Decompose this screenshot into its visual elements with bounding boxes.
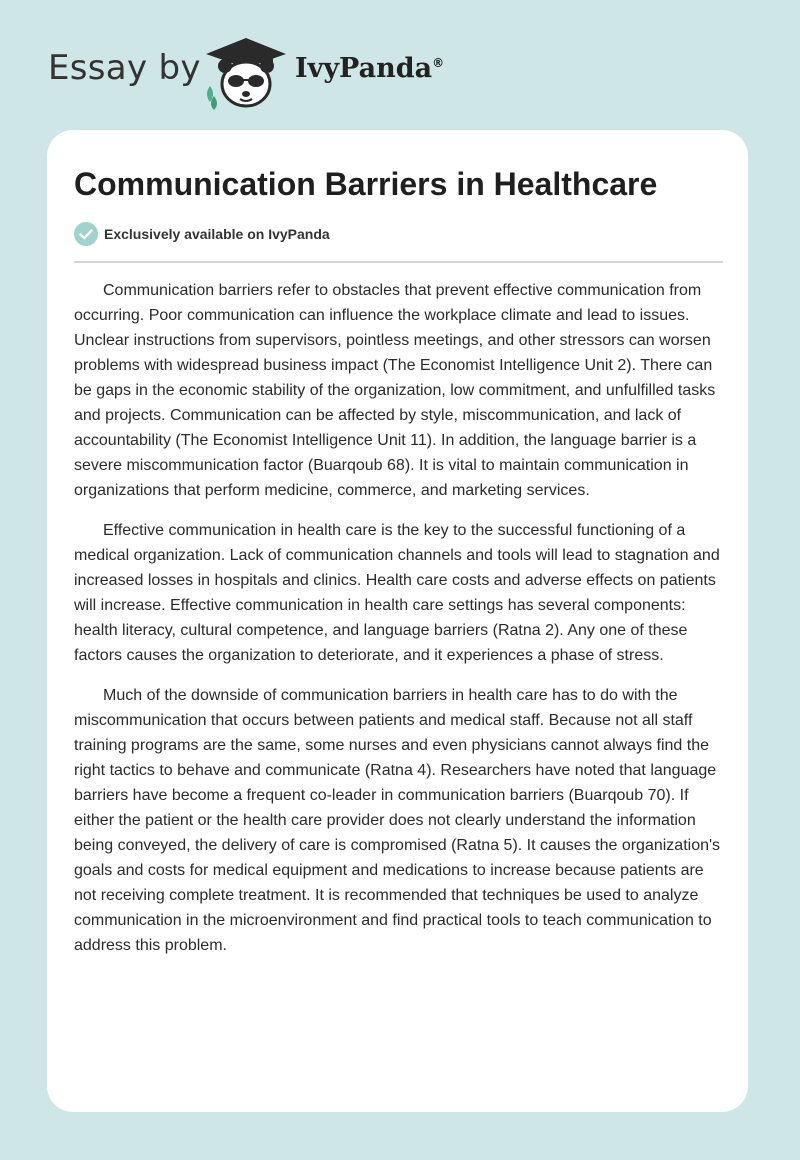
essay-by-label: Essay by <box>48 48 201 88</box>
paragraph: Much of the downside of communication barriers in health care has to do with the miscommunication that occurs between patients and medical staff. Because not all staff training programs are the same, some nurses and even physicians cannot always find the right tactics to behave and communicate (Ratna 4). Researchers have noted that language barriers have become a frequent co-leader in communication barriers (Buarqoub 70). If either the patient or the health care provider does not clearly understand the information being conveyed, the delivery of care is compromised (Ratna 5). It causes the organization's goals and costs for medical equipment and medications to increase because patients are not receiving complete treatment. It is recommended that techniques be used to analyze communication in the microenvironment and find practical tools to teach communication to address this problem. <box>74 687 721 954</box>
badge-label: Exclusively available on IvyPanda <box>104 226 330 242</box>
brand-name[interactable] <box>295 53 444 84</box>
brand-text: IvyPanda <box>295 53 433 84</box>
ivypanda-logo-icon[interactable] <box>200 36 292 110</box>
exclusive-badge <box>74 222 330 246</box>
registered-mark: ® <box>432 56 445 70</box>
paragraph: Communication barriers refer to obstacles that prevent effective communication from occurring. Poor communication can influence the workplace climate and lead to issues. Unclear instructions from supervisors, pointless meetings, and other stressors can worsen problems with widespread business impact (The Economist Intelligence Unit 2). There can be gaps in the economic stability of the organization, low commitment, and unfulfilled tasks and projects. Communication can be affected by style, miscommunication, and lack of accountability (The Economist Intelligence Unit 11). In addition, the language barrier is a severe miscommunication factor (Buarqoub 68). It is vital to maintain communication in organizations that perform medicine, commerce, and marketing services. <box>74 282 716 499</box>
page-title: Communication Barriers in Healthcare <box>74 166 658 202</box>
site-header <box>0 0 800 130</box>
article-body <box>74 278 723 973</box>
check-circle-icon <box>74 222 98 246</box>
divider <box>74 261 723 263</box>
essay-card <box>47 130 748 1112</box>
paragraph: Effective communication in health care is the key to the successful functioning of a medical organization. Lack of communication channels and tools will lead to stagnation and increased losses in hospitals and clinics. Health care costs and adverse effects on patients will increase. Effective communication in health care settings has several components: health literacy, cultural competence, and language barriers (Ratna 2). Any one of these factors causes the organization to deteriorate, and it experiences a phase of stress. <box>74 522 720 664</box>
